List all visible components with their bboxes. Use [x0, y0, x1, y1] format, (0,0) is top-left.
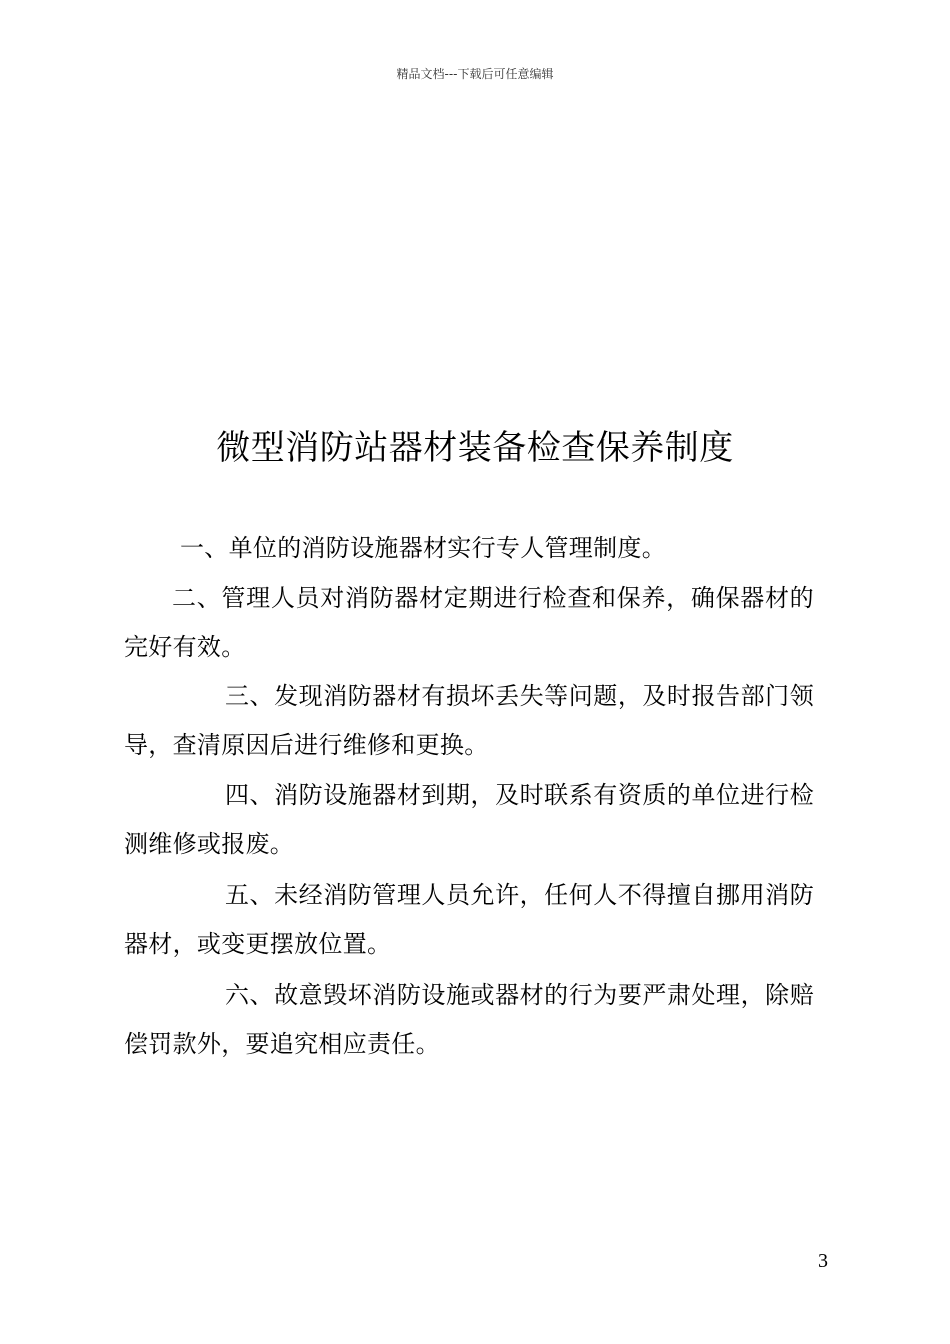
paragraph-5: 五、未经消防管理人员允许，任何人不得擅自挪用消防器材，或变更摆放位置。 [124, 881, 814, 958]
header-note: 精品文档---下载后可任意编辑 [396, 67, 554, 81]
paragraph-6: 六、故意毁坏消防设施或器材的行为要严肃处理，除赔偿罚款外，要追究相应责任。 [124, 981, 814, 1058]
paragraph-1: 一、单位的消防设施器材实行专人管理制度。 [180, 534, 666, 562]
paragraph-4: 四、消防设施器材到期，及时联系有资质的单位进行检测维修或报废。 [124, 781, 814, 858]
page-number: 3 [818, 1250, 828, 1272]
paragraph-3: 三、发现消防器材有损坏丢失等问题，及时报告部门领导，查清原因后进行维修和更换。 [124, 682, 814, 759]
document-title: 微型消防站器材装备检查保养制度 [216, 428, 734, 468]
paragraph-2: 二、管理人员对消防器材定期进行检查和保养，确保器材的完好有效。 [124, 584, 814, 661]
